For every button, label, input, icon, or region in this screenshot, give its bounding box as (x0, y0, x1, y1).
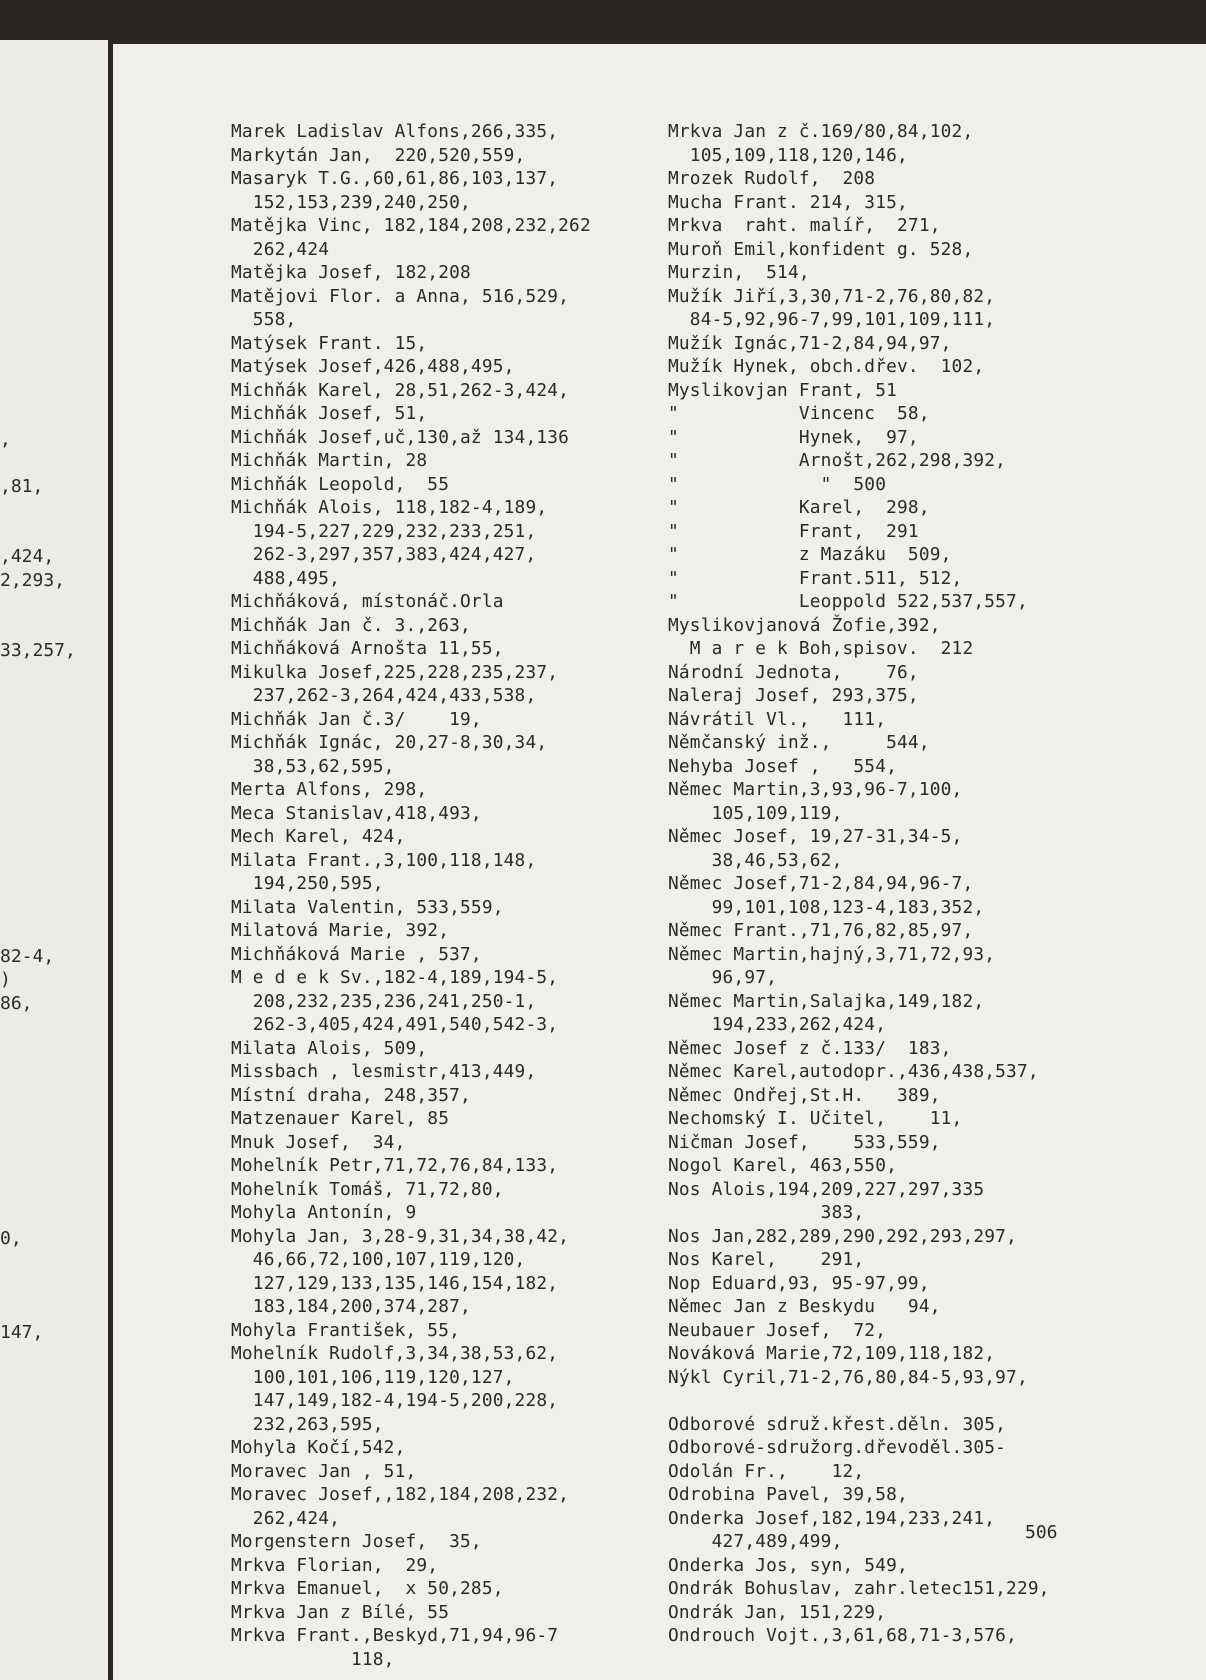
index-entry: 38,46,53,62, (668, 849, 843, 871)
index-entry: Morgenstern Josef, 35, (231, 1531, 482, 1552)
index-entry: 96,97, (668, 967, 778, 988)
index-entry: Onderka Jos, syn, 549, (668, 1554, 908, 1576)
index-entry: Mrozek Rudolf, 208 (668, 168, 876, 189)
index-entry: 208,232,235,236,241,250-1, (231, 990, 537, 1012)
index-entry: 38,53,62,595, (231, 755, 395, 777)
index-entry: Mohelník Tomáš, 71,72,80, (231, 1178, 504, 1200)
index-entry: Mohyla František, 55, (231, 1319, 461, 1341)
document-page (113, 44, 1206, 1680)
index-entry: 558, (231, 309, 297, 330)
index-entry: Odborové-sdružorg.dřevoděl.305- (668, 1437, 1007, 1458)
index-entry: Nýkl Cyril,71-2,76,80,84-5,93,97, (668, 1366, 1028, 1388)
index-column-right (668, 120, 1198, 1648)
left-page-fragment: 86, (0, 992, 33, 1014)
index-entry: Marek Ladislav Alfons,266,335, (231, 121, 559, 142)
index-entry: Němec Jan z Beskydu 94, (668, 1296, 941, 1317)
index-entry: 183,184,200,374,287, (231, 1296, 471, 1317)
index-entry (668, 1389, 1198, 1413)
index-entry: M e d e k Sv.,182-4,189,194-5, (231, 967, 559, 988)
left-page-fragment: 82-4, (0, 945, 55, 967)
index-entry: Místní draha, 248,357, (231, 1084, 471, 1106)
index-entry: Mužík Jiří,3,30,71-2,76,80,82, (668, 285, 996, 307)
index-entry: Odolán Fr., 12, (668, 1460, 865, 1482)
left-page-fragment: , (0, 428, 11, 450)
index-entry: 383, (668, 1202, 865, 1223)
index-entry: Mohelník Rudolf,3,34,38,53,62, (231, 1343, 559, 1364)
left-page-edge (0, 40, 108, 1680)
index-entry: Odborové sdruž.křest.děln. 305, (668, 1413, 1007, 1435)
index-entry: " " 500 (668, 473, 887, 495)
index-entry: 262-3,297,357,383,424,427, (231, 544, 537, 565)
index-entry: Němec Martin,3,93,96-7,100, (668, 779, 963, 800)
index-entry: 427,489,499, (668, 1531, 843, 1552)
index-entry: Mohyla Kočí,542, (231, 1437, 406, 1458)
index-entry: Michňáková Arnošta 11,55, (231, 638, 504, 659)
index-entry: Michňák Alois, 118,182-4,189, (231, 497, 548, 518)
index-entry: Návrátil Vl., 111, (668, 708, 887, 730)
left-page-fragment: ) (0, 969, 11, 990)
index-entry: Michňák Josef,uč,130,až 134,136 (231, 426, 570, 448)
index-entry: Němec Josef, 19,27-31,34-5, (668, 826, 963, 847)
index-entry: Masaryk T.G.,60,61,86,103,137, (231, 168, 559, 189)
index-entry: Mrkva Frant.,Beskyd,71,94,96-7 (231, 1625, 559, 1646)
index-entry: Mohyla Jan, 3,28-9,31,34,38,42, (231, 1225, 570, 1247)
page-number: 506 (1025, 1522, 1058, 1543)
index-entry: Němec Martin,Salajka,149,182, (668, 990, 985, 1012)
index-entry: Mohelník Petr,71,72,76,84,133, (231, 1155, 559, 1176)
index-entry: " Leoppold 522,537,557, (668, 591, 1028, 612)
index-entry: Mucha Frant. 214, 315, (668, 191, 908, 213)
left-page-fragment: 147, (0, 1321, 44, 1343)
left-page-fragment: 33,257, (0, 640, 76, 661)
index-entry: Michňák Leopold, 55 (231, 473, 450, 495)
index-entry: Němčanský inž., 544, (668, 732, 930, 753)
index-entry: Michňák Karel, 28,51,262-3,424, (231, 379, 570, 401)
index-entry: " z Mazáku 509, (668, 544, 952, 565)
index-entry: Nechomský I. Učitel, 11, (668, 1108, 963, 1129)
index-entry: " Arnošt,262,298,392, (668, 450, 1007, 471)
index-entry: Matějka Vinc, 182,184,208,232,262 (231, 215, 591, 236)
index-entry: Němec Josef z č.133/ 183, (668, 1037, 952, 1059)
index-entry: Mrkva raht. malíř, 271, (668, 215, 941, 236)
left-page-fragment: 2,293, (0, 569, 66, 591)
index-entry: 232,263,595, (231, 1413, 384, 1435)
index-entry: Mrkva Emanuel, x 50,285, (231, 1578, 504, 1599)
index-entry: Moravec Jan , 51, (231, 1460, 417, 1482)
index-entry: " Vincenc 58, (668, 403, 930, 424)
index-entry: Němec Karel,autodopr.,436,438,537, (668, 1061, 1039, 1082)
index-entry: Michňák Jan č.3/ 19, (231, 708, 482, 730)
index-entry: Matýsek Frant. 15, (231, 332, 428, 354)
index-entry: Mrkva Florian, 29, (231, 1554, 439, 1576)
index-entry: Ondrák Bohuslav, zahr.letec151,229, (668, 1578, 1050, 1599)
index-entry: Meca Stanislav,418,493, (231, 802, 482, 824)
index-entry: " Frant, 291 (668, 520, 919, 542)
index-entry: Mech Karel, 424, (231, 826, 406, 847)
index-entry: 488,495, (231, 567, 341, 589)
left-page-fragment: 0, (0, 1227, 22, 1249)
index-entry: " Hynek, 97, (668, 426, 919, 448)
index-entry: 194,233,262,424, (668, 1014, 887, 1035)
index-column-left (231, 120, 671, 1671)
index-entry: Němec Ondřej,St.H. 389, (668, 1084, 941, 1106)
index-entry: 99,101,108,123-4,183,352, (668, 896, 985, 918)
index-entry: Nos Karel, 291, (668, 1249, 865, 1270)
index-entry: 194,250,595, (231, 873, 384, 894)
index-entry: Mrkva Jan z č.169/80,84,102, (668, 121, 974, 142)
index-entry: 127,129,133,135,146,154,182, (231, 1272, 559, 1294)
index-entry: 152,153,239,240,250, (231, 191, 471, 213)
left-page-fragment: ,81, (0, 475, 44, 497)
index-entry: Michňák Ignác, 20,27-8,30,34, (231, 732, 548, 753)
index-entry: " Karel, 298, (668, 497, 930, 518)
index-entry: Němec Josef,71-2,84,94,96-7, (668, 873, 974, 894)
index-entry: 105,109,118,120,146, (668, 144, 908, 166)
index-entry: Nop Eduard,93, 95-97,99, (668, 1272, 930, 1294)
index-entry: 262-3,405,424,491,540,542-3, (231, 1014, 559, 1035)
index-entry: Myslikovjan Frant, 51 (668, 379, 898, 401)
index-entry: M a r e k Boh,spisov. 212 (668, 638, 974, 659)
index-entry: Missbach , lesmistr,413,449, (231, 1061, 537, 1082)
index-entry: Murzin, 514, (668, 262, 810, 283)
index-entry: Matzenauer Karel, 85 (231, 1108, 450, 1129)
index-entry: Mrkva Jan z Bílé, 55 (231, 1601, 450, 1623)
index-entry: Merta Alfons, 298, (231, 779, 428, 800)
index-entry: Ondrák Jan, 151,229, (668, 1601, 887, 1623)
index-entry: Michňáková, místonáč.Orla (231, 591, 504, 612)
index-entry: Matějka Josef, 182,208 (231, 262, 471, 283)
index-entry: Milata Alois, 509, (231, 1037, 428, 1059)
index-entry: Nováková Marie,72,109,118,182, (668, 1343, 996, 1364)
index-entry: 237,262-3,264,424,433,538, (231, 685, 537, 706)
index-entry: Odrobina Pavel, 39,58, (668, 1484, 908, 1505)
index-entry: Němec Frant.,71,76,82,85,97, (668, 920, 974, 941)
index-entry: Mužík Ignác,71-2,84,94,97, (668, 332, 952, 354)
left-page-fragment: ,424, (0, 546, 55, 567)
index-entry: Nos Alois,194,209,227,297,335 (668, 1178, 985, 1200)
index-entry: Matějovi Flor. a Anna, 516,529, (231, 285, 570, 307)
index-entry: Mužík Hynek, obch.dřev. 102, (668, 356, 985, 377)
index-entry: Mohyla Antonín, 9 (231, 1202, 417, 1223)
index-entry: Michňáková Marie , 537, (231, 943, 482, 965)
index-entry: 46,66,72,100,107,119,120, (231, 1249, 526, 1270)
index-entry: Milatová Marie, 392, (231, 920, 450, 941)
index-entry: Ničman Josef, 533,559, (668, 1131, 941, 1153)
index-entry: Mnuk Josef, 34, (231, 1131, 406, 1153)
index-entry: Michňák Josef, 51, (231, 403, 428, 424)
index-entry: Nos Jan,282,289,290,292,293,297, (668, 1225, 1017, 1247)
index-entry: Milata Valentin, 533,559, (231, 896, 504, 918)
index-entry: Naleraj Josef, 293,375, (668, 685, 919, 706)
index-entry: 262,424, (231, 1507, 341, 1529)
index-entry: Němec Martin,hajný,3,71,72,93, (668, 943, 996, 965)
index-entry: Nogol Karel, 463,550, (668, 1155, 898, 1176)
index-entry: Milata Frant.,3,100,118,148, (231, 849, 537, 871)
index-entry: Mikulka Josef,225,228,235,237, (231, 661, 559, 683)
index-entry: 262,424 (231, 238, 330, 260)
index-entry: Neubauer Josef, 72, (668, 1319, 887, 1341)
index-entry: 147,149,182-4,194-5,200,228, (231, 1390, 559, 1411)
index-entry: 84-5,92,96-7,99,101,109,111, (668, 309, 996, 330)
index-entry: Moravec Josef,,182,184,208,232, (231, 1484, 570, 1505)
index-entry: Nehyba Josef , 554, (668, 755, 898, 777)
index-entry: 105,109,119, (668, 802, 843, 824)
index-entry: Ondrouch Vojt.,3,61,68,71-3,576, (668, 1625, 1017, 1646)
index-entry: Michňák Martin, 28 (231, 450, 428, 471)
index-entry: 118, (231, 1648, 395, 1670)
index-entry: 100,101,106,119,120,127, (231, 1366, 515, 1388)
index-entry: Myslikovjanová Žofie,392, (668, 614, 941, 636)
index-entry: Muroň Emil,konfident g. 528, (668, 238, 974, 260)
index-entry: 194-5,227,229,232,233,251, (231, 520, 537, 542)
index-entry: Onderka Josef,182,194,233,241, (668, 1507, 996, 1529)
index-entry: Matýsek Josef,426,488,495, (231, 356, 515, 377)
index-entry: Markytán Jan, 220,520,559, (231, 144, 526, 166)
index-entry: " Frant.511, 512, (668, 567, 963, 589)
index-entry: Michňák Jan č. 3.,263, (231, 614, 471, 636)
index-entry: Národní Jednota, 76, (668, 661, 919, 683)
